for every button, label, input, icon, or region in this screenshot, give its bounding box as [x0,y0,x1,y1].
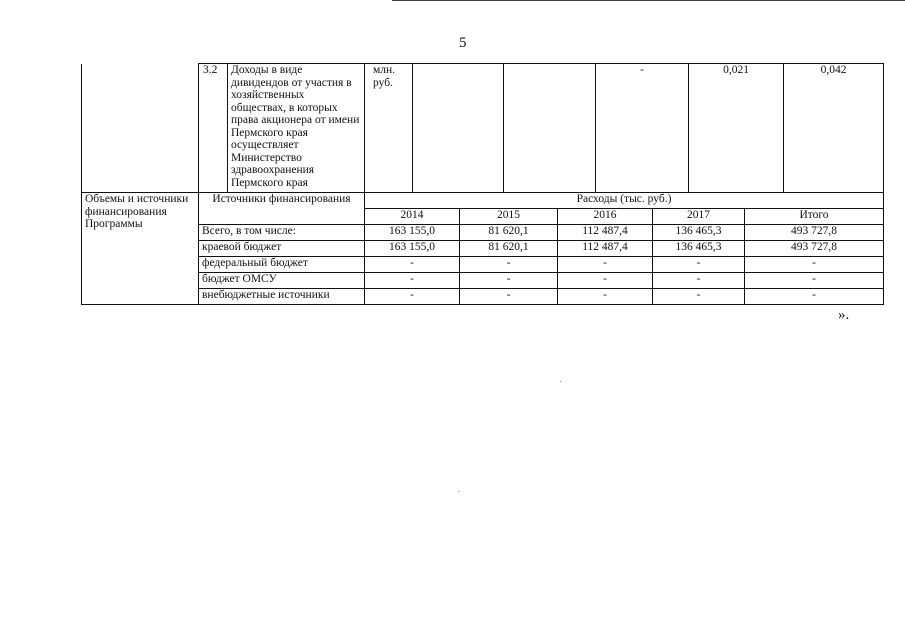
indicator-value: - [596,64,689,193]
financing-title: Объемы и источники финансирования Программы [82,193,199,305]
amount-cell: - [558,257,653,273]
source-label: краевой бюджет [199,241,365,257]
expenses-header: Расходы (тыс. руб.) [365,193,884,209]
amount-cell: - [653,289,745,305]
amount-cell: - [365,273,460,289]
amount-cell: - [558,273,653,289]
year-header: 2017 [653,209,745,225]
source-label: бюджет ОМСУ [199,273,365,289]
top-scan-rule [392,0,905,1]
financing-row [82,257,884,273]
amount-cell: - [653,257,745,273]
amount-cell: - [745,273,884,289]
amount-cell: - [653,273,745,289]
year-header: 2015 [460,209,558,225]
scan-speck [458,491,459,492]
amount-cell: - [460,273,558,289]
amount-cell: 136 465,3 [653,241,745,257]
amount-cell: - [460,257,558,273]
amount-cell: - [365,257,460,273]
amount-cell: 493 727,8 [745,241,884,257]
indicator-number: 3.2 [199,64,228,193]
indicator-value [504,64,596,193]
amount-cell: - [365,289,460,305]
amount-cell: - [745,289,884,305]
amount-cell: 493 727,8 [745,225,884,241]
indicator-name: Доходы в виде дивидендов от участия в хозяйственных обществах, в которых права акционера от имени Пермского края осуществляет Министерство здравоохранения Пермского края [228,64,365,193]
sources-header: Источники финансирования [199,193,365,225]
amount-cell: 112 487,4 [558,241,653,257]
amount-cell: 163 155,0 [365,241,460,257]
program-passport-table [81,63,884,305]
amount-cell: 112 487,4 [558,225,653,241]
amount-cell: 163 155,0 [365,225,460,241]
amount-cell: 81 620,1 [460,225,558,241]
indicator-value: 0,021 [689,64,784,193]
page-number: 5 [459,35,467,51]
source-label: федеральный бюджет [199,257,365,273]
financing-header-row [82,193,884,209]
source-label: внебюджетные источники [199,289,365,305]
financing-row [82,289,884,305]
year-header: 2014 [365,209,460,225]
amount-cell: - [558,289,653,305]
year-header: 2016 [558,209,653,225]
amount-cell: - [745,257,884,273]
indicator-row [82,64,884,193]
scan-speck [560,381,561,382]
indicator-value [413,64,504,193]
financing-row [82,241,884,257]
source-label: Всего, в том числе: [199,225,365,241]
closing-quote: ». [838,307,850,323]
total-header: Итого [745,209,884,225]
amount-cell: - [460,289,558,305]
indicator-value: 0,042 [784,64,884,193]
left-blank-cell [82,64,199,193]
financing-row [82,273,884,289]
amount-cell: 136 465,3 [653,225,745,241]
amount-cell: 81 620,1 [460,241,558,257]
indicator-unit: млн. руб. [365,64,413,193]
financing-row [82,225,884,241]
